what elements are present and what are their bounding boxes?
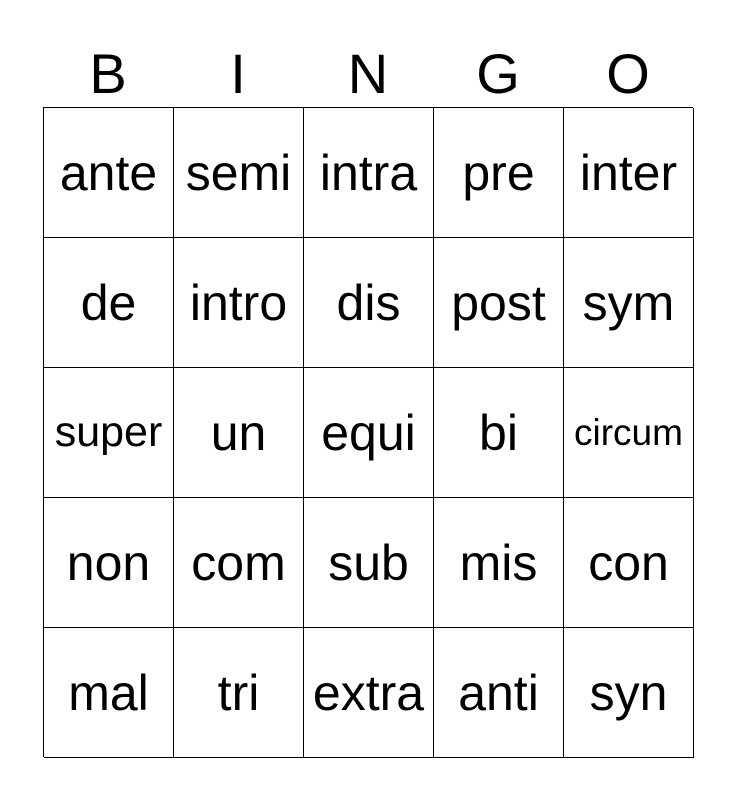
header-letter-o: O [606, 42, 650, 105]
bingo-cell[interactable]: bi [434, 368, 564, 498]
bingo-cell[interactable]: intra [304, 108, 434, 238]
bingo-cell[interactable]: tri [174, 628, 304, 758]
bingo-cell[interactable]: post [434, 238, 564, 368]
bingo-cell[interactable]: equi [304, 368, 434, 498]
bingo-cell[interactable]: de [44, 238, 174, 368]
bingo-cell[interactable]: sub [304, 498, 434, 628]
bingo-cell[interactable]: ante [44, 108, 174, 238]
bingo-cell[interactable]: con [564, 498, 694, 628]
bingo-cell[interactable]: sym [564, 238, 694, 368]
bingo-cell[interactable]: un [174, 368, 304, 498]
bingo-cell[interactable]: syn [564, 628, 694, 758]
bingo-header [43, 40, 693, 108]
header-letter-i: I [230, 42, 246, 105]
bingo-cell[interactable]: non [44, 498, 174, 628]
bingo-cell[interactable]: extra [304, 628, 434, 758]
header-letter-g: G [476, 42, 520, 105]
bingo-cell[interactable]: pre [434, 108, 564, 238]
header-letter-b: B [89, 42, 127, 105]
bingo-cell[interactable]: super [44, 368, 174, 498]
bingo-cell[interactable]: com [174, 498, 304, 628]
bingo-cell[interactable]: circum [564, 368, 694, 498]
header-letter-n: N [347, 42, 389, 105]
bingo-cell[interactable]: mis [434, 498, 564, 628]
bingo-cell[interactable]: inter [564, 108, 694, 238]
bingo-cell[interactable]: intro [174, 238, 304, 368]
bingo-cell[interactable]: mal [44, 628, 174, 758]
bingo-board [43, 107, 693, 757]
bingo-cell[interactable]: semi [174, 108, 304, 238]
bingo-cell[interactable]: anti [434, 628, 564, 758]
bingo-cell[interactable]: dis [304, 238, 434, 368]
